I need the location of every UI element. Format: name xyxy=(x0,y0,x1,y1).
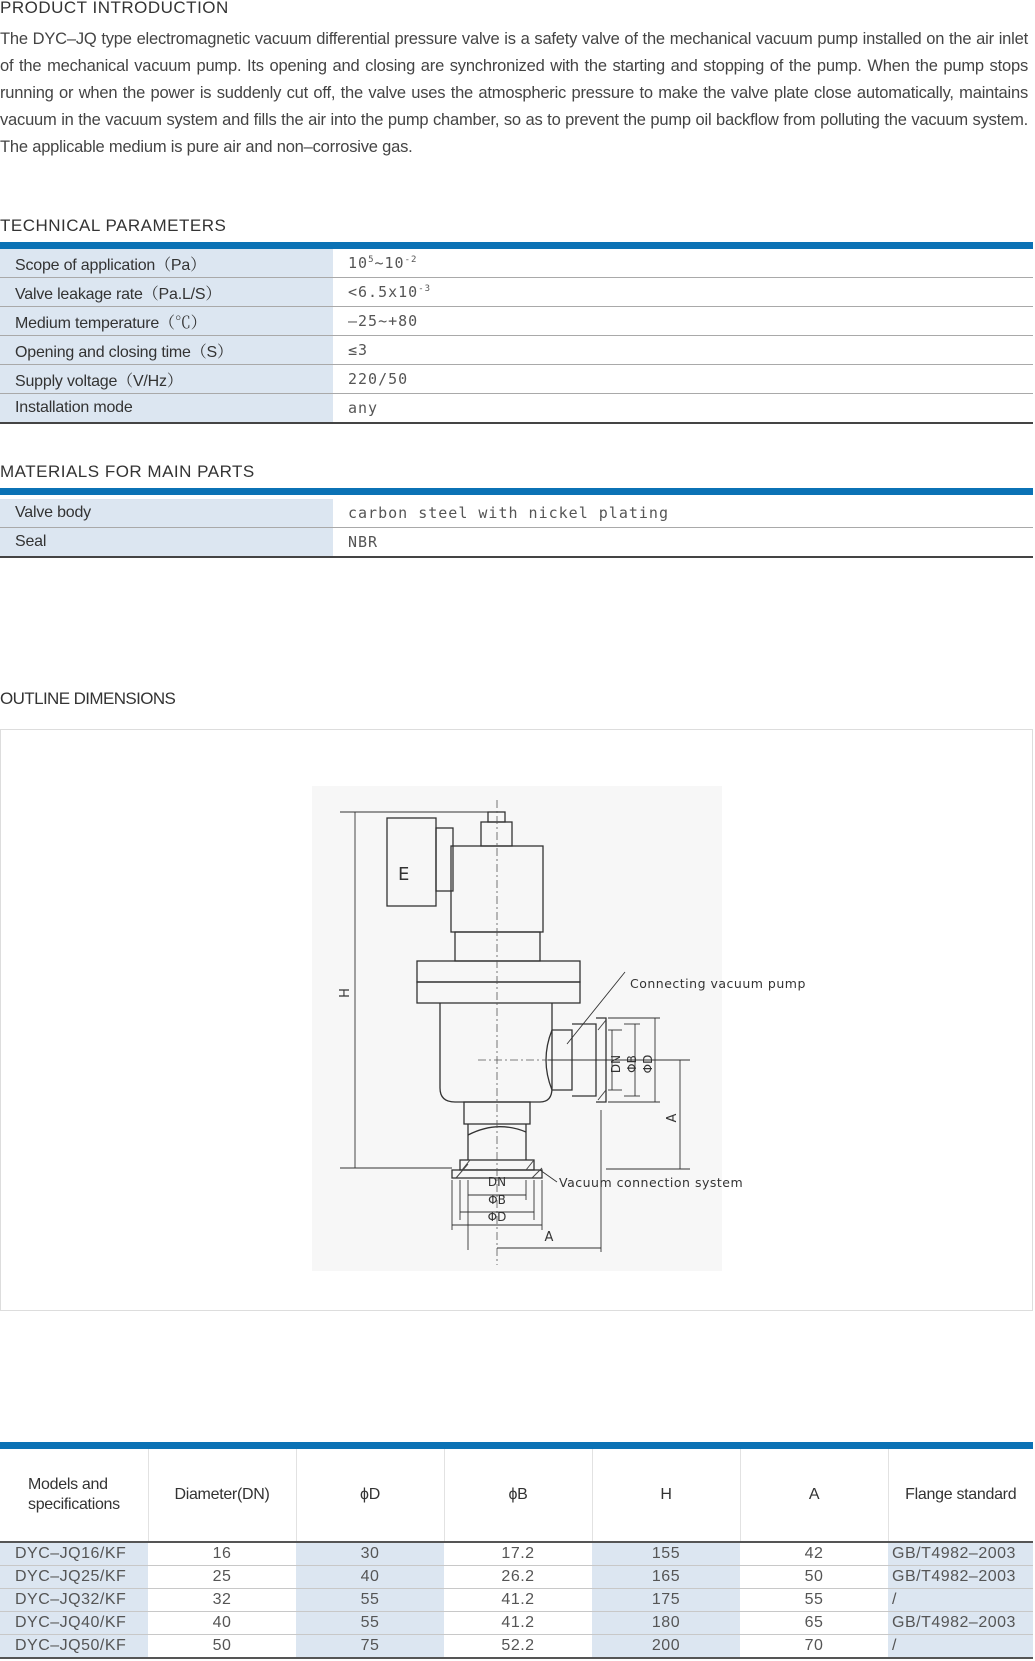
param-label: Scope of application（Pa） xyxy=(0,249,333,278)
cell-flange: / xyxy=(888,1589,1033,1612)
cell-phi-b: 41.2 xyxy=(444,1589,592,1612)
cell-dn: 16 xyxy=(148,1542,296,1566)
top-flange xyxy=(417,961,580,982)
cell-h: 180 xyxy=(592,1612,740,1635)
cell-phi-b: 52.2 xyxy=(444,1635,592,1659)
dim-a-bottom-label: A xyxy=(544,1230,554,1245)
spec-header-row xyxy=(0,1449,1033,1542)
cell-a: 70 xyxy=(740,1635,888,1659)
header-h: H xyxy=(592,1449,740,1542)
dim-d-bottom-label: ΦD xyxy=(487,1210,507,1224)
cell-model: DYC–JQ40/KF xyxy=(0,1612,148,1635)
param-label: Valve leakage rate（Pa.L/S） xyxy=(0,278,333,307)
cell-h: 175 xyxy=(592,1589,740,1612)
cell-dn: 25 xyxy=(148,1566,296,1589)
cell-flange: GB/T4982–2003 xyxy=(888,1566,1033,1589)
cell-model: DYC–JQ16/KF xyxy=(0,1542,148,1566)
table-row xyxy=(0,1589,1033,1612)
header-phi-b: ϕB xyxy=(444,1449,592,1542)
valve-body xyxy=(440,1003,552,1102)
param-value: any xyxy=(333,394,1033,424)
dim-h-label: H xyxy=(338,988,353,998)
cell-model: DYC–JQ25/KF xyxy=(0,1566,148,1589)
dim-a-side-label: A xyxy=(665,1113,680,1123)
spec-table xyxy=(0,1449,1033,1659)
material-label: Valve body xyxy=(0,499,333,528)
cell-h: 200 xyxy=(592,1635,740,1659)
cell-model: DYC–JQ50/KF xyxy=(0,1635,148,1659)
cell-a: 55 xyxy=(740,1589,888,1612)
solenoid-top xyxy=(488,812,505,822)
connecting-pump-label: Connecting vacuum pump xyxy=(630,976,806,991)
cell-phi-d: 30 xyxy=(296,1542,444,1566)
cell-dn: 40 xyxy=(148,1612,296,1635)
table-row xyxy=(0,1635,1033,1659)
dim-d-side-label: ΦD xyxy=(641,1054,655,1074)
table-row xyxy=(0,1542,1033,1566)
dim-dn-side-label: DN xyxy=(609,1054,623,1074)
cell-flange: GB/T4982–2003 xyxy=(888,1612,1033,1635)
valve-neck xyxy=(455,932,540,961)
cell-dn: 50 xyxy=(148,1635,296,1659)
materials-title: MATERIALS FOR MAIN PARTS xyxy=(0,462,255,481)
cell-a: 50 xyxy=(740,1566,888,1589)
table-row xyxy=(0,1566,1033,1589)
table-row xyxy=(0,1612,1033,1635)
param-label: Opening and closing time（S） xyxy=(0,336,333,365)
dim-dn-bottom-label: DN xyxy=(487,1175,507,1189)
cell-model: DYC–JQ32/KF xyxy=(0,1589,148,1612)
cell-dn: 32 xyxy=(148,1589,296,1612)
technical-title: TECHNICAL PARAMETERS xyxy=(0,216,227,235)
param-value: ≤3 xyxy=(333,336,1033,365)
cell-a: 42 xyxy=(740,1542,888,1566)
coil-mark: E xyxy=(398,864,410,885)
header-phi-d: ϕD xyxy=(296,1449,444,1542)
header-flange: Flange standard xyxy=(888,1449,1033,1542)
param-value: –25~+80 xyxy=(333,307,1033,336)
intro-text: The DYC–JQ type electromagnetic vacuum differential pressure valve is a safety valve of the mechanical vacuum pump installed on the air inlet of the mechanical vacuum pump. Its opening and closing are synchronized with the starting and stopping of the pump. When the pump stops running or when the power is suddenly cut off, the valve uses the atmospheric pressure to make the valve plate close automatically, maintains vacuum in the vacuum system and fills the air into the pump chamber, so as to prevent the pump oil backflow from polluting the vacuum system. The applicable medium is pure air and non–corrosive gas. xyxy=(0,30,1028,156)
header-model: Models and specifications xyxy=(0,1449,148,1542)
cell-h: 155 xyxy=(592,1542,740,1566)
dim-b-bottom-label: ΦB xyxy=(488,1193,506,1207)
material-value: carbon steel with nickel plating xyxy=(333,499,1033,528)
param-value: $<6.5x10^{-3}$ xyxy=(333,278,1033,307)
cell-flange: GB/T4982–2003 xyxy=(888,1542,1033,1566)
header-a: A xyxy=(740,1449,888,1542)
cell-phi-b: 26.2 xyxy=(444,1566,592,1589)
cell-phi-d: 55 xyxy=(296,1612,444,1635)
outline-title: OUTLINE DIMENSIONS xyxy=(0,689,176,708)
param-value: $10^5\sim 10^{-2}$ xyxy=(333,249,1033,278)
dim-b-side-label: ΦB xyxy=(625,1055,639,1073)
spec-accent-bar xyxy=(0,1442,1033,1449)
material-value: NBR xyxy=(333,528,1033,558)
header-diameter: Diameter(DN) xyxy=(148,1449,296,1542)
param-label: Supply voltage（V/Hz） xyxy=(0,365,333,394)
vacuum-system-label: Vacuum connection system xyxy=(559,1175,744,1190)
solenoid-cap xyxy=(481,822,512,846)
intro-title: PRODUCT INTRODUCTION xyxy=(0,0,229,17)
cell-phi-b: 17.2 xyxy=(444,1542,592,1566)
cell-phi-d: 40 xyxy=(296,1566,444,1589)
param-label: Installation mode xyxy=(0,394,333,424)
cell-a: 65 xyxy=(740,1612,888,1635)
cell-phi-d: 55 xyxy=(296,1589,444,1612)
material-label: Seal xyxy=(0,528,333,558)
cell-phi-d: 75 xyxy=(296,1635,444,1659)
param-value: 220/50 xyxy=(333,365,1033,394)
cell-flange: / xyxy=(888,1635,1033,1659)
coil-housing xyxy=(387,818,436,906)
cell-h: 165 xyxy=(592,1566,740,1589)
cell-phi-b: 41.2 xyxy=(444,1612,592,1635)
param-label: Medium temperature（℃） xyxy=(0,307,333,336)
